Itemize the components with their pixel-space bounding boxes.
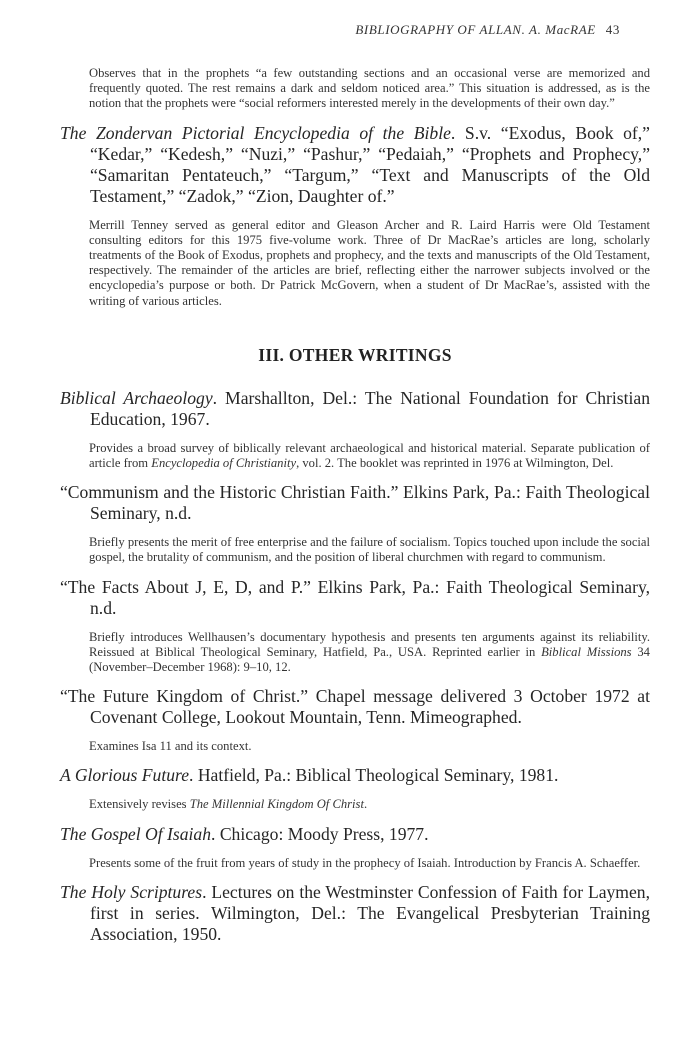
- annotation-text: Extensively revises: [89, 797, 190, 812]
- entry-facts-jedp: “The Facts About J, E, D, and P.” Elkins Park, Pa.: Faith Theological Seminary, n.d.: [60, 576, 650, 618]
- section-heading: III. OTHER WRITINGS: [258, 344, 452, 365]
- annotation-text: .: [363, 797, 368, 812]
- entry-future-kingdom: “The Future Kingdom of Christ.” Chapel message delivered 3 October 1972 at Covenant College, Lookout Mountain, Tenn. Mimeographed.: [60, 686, 650, 728]
- entry-title: A Glorious Future: [60, 765, 190, 786]
- annotation-biblical-archaeology: [89, 441, 650, 471]
- annotation-text: Briefly introduces Wellhausen’s documentary hypothesis and presents ten arguments against its reliability. Reissued at Biblical Theological Seminary, Hatfield, Pa., USA. Reprinted earlier in: [89, 629, 650, 659]
- entry-holy-scriptures: [60, 882, 650, 945]
- annotation-prophets: Observes that in the prophets “a few outstanding sections and an occasional verse are memorized and frequently quoted. The rest remains a dark and seldom noticed area.” This situation is addressed, as is the notion that the prophets were “social reformers interested merely in the developments of their own day.”: [89, 66, 650, 111]
- annotation-text: , vol. 2. The booklet was reprinted in 1976 at Wilmington, Del.: [296, 456, 614, 471]
- entry-communism: “Communism and the Historic Christian Faith.” Elkins Park, Pa.: Faith Theological Seminary, n.d.: [60, 482, 650, 524]
- entry-title: The Gospel Of Isaiah: [60, 823, 212, 844]
- entry-biblical-archaeology: [60, 388, 650, 430]
- entry-details: . Hatfield, Pa.: Biblical Theological Seminary, 1981.: [189, 765, 559, 786]
- annotation-future-kingdom: Examines Isa 11 and its context.: [89, 739, 252, 754]
- annotation-italic-title: Encyclopedia of Christianity: [151, 456, 297, 471]
- annotation-italic-title: Biblical Missions: [541, 644, 632, 659]
- annotation-communism: Briefly presents the merit of free enterprise and the failure of socialism. Topics touched upon include the social gospel, the brutality of communism, and the position of liberal churchmen with regard to communism.: [89, 535, 650, 565]
- annotation-gospel-of-isaiah: Presents some of the fruit from years of study in the prophecy of Isaiah. Introduction by Francis A. Schaeffer.: [89, 855, 641, 870]
- entry-glorious-future: [60, 765, 650, 786]
- running-head-title: BIBLIOGRAPHY OF ALLAN. A. MacRAE: [355, 22, 596, 37]
- running-head: [355, 22, 620, 38]
- entry-zondervan: [60, 123, 650, 207]
- entry-title: Biblical Archaeology: [60, 387, 213, 408]
- entry-gospel-of-isaiah: [60, 824, 650, 845]
- page-number: 43: [605, 22, 620, 37]
- annotation-zondervan: Merrill Tenney served as general editor and Gleason Archer and R. Laird Harris were Old Testament consulting editors for this 1975 five-volume work. Three of Dr MacRae’s articles are long, scholarly treatments of the Book of Exodus, prophets and prophecy, and the texts and manuscripts of the Old Testament, respectively. The remainder of the articles are brief, reflecting either the narrower subjects involved or the encyclopedia’s purpose or both. Dr Patrick McGovern, when a student of Dr MacRae’s, assisted with the writing of various articles.: [89, 217, 650, 308]
- annotation-glorious-future: [89, 797, 650, 812]
- entry-details: . Lectures on the Westminster Confession of Faith for Laymen, first in series. Wilmington, Del.: The Evangelical Presbyterian Training Association, 1950.: [90, 881, 650, 944]
- entry-details: . Chicago: Moody Press, 1977.: [211, 823, 429, 844]
- annotation-italic-title: The Millennial Kingdom Of Christ: [189, 797, 364, 812]
- entry-details: . S.v. “Exodus, Book of,” “Kedar,” “Kedesh,” “Nuzi,” “Pashur,” “Pedaiah,” “Prophets and Prophecy,” “Samaritan Pentateuch,” “Targum,” “Text and Manuscripts of the Old Testament,” “Zadok,” “Zion, Daughter of.”: [90, 122, 650, 206]
- annotation-facts-jedp: [89, 630, 650, 676]
- annotation-text: Provides a broad survey of biblically relevant archaeological and historical material. Separate publication of article from: [89, 440, 650, 471]
- entry-title: The Zondervan Pictorial Encyclopedia of the Bible: [60, 122, 451, 143]
- page-content: [60, 66, 650, 945]
- entry-details: . Marshallton, Del.: The National Foundation for Christian Education, 1967.: [90, 387, 650, 429]
- entry-title: The Holy Scriptures: [60, 881, 203, 902]
- annotation-text: 34 (November–December 1968): 9–10, 12.: [89, 644, 650, 675]
